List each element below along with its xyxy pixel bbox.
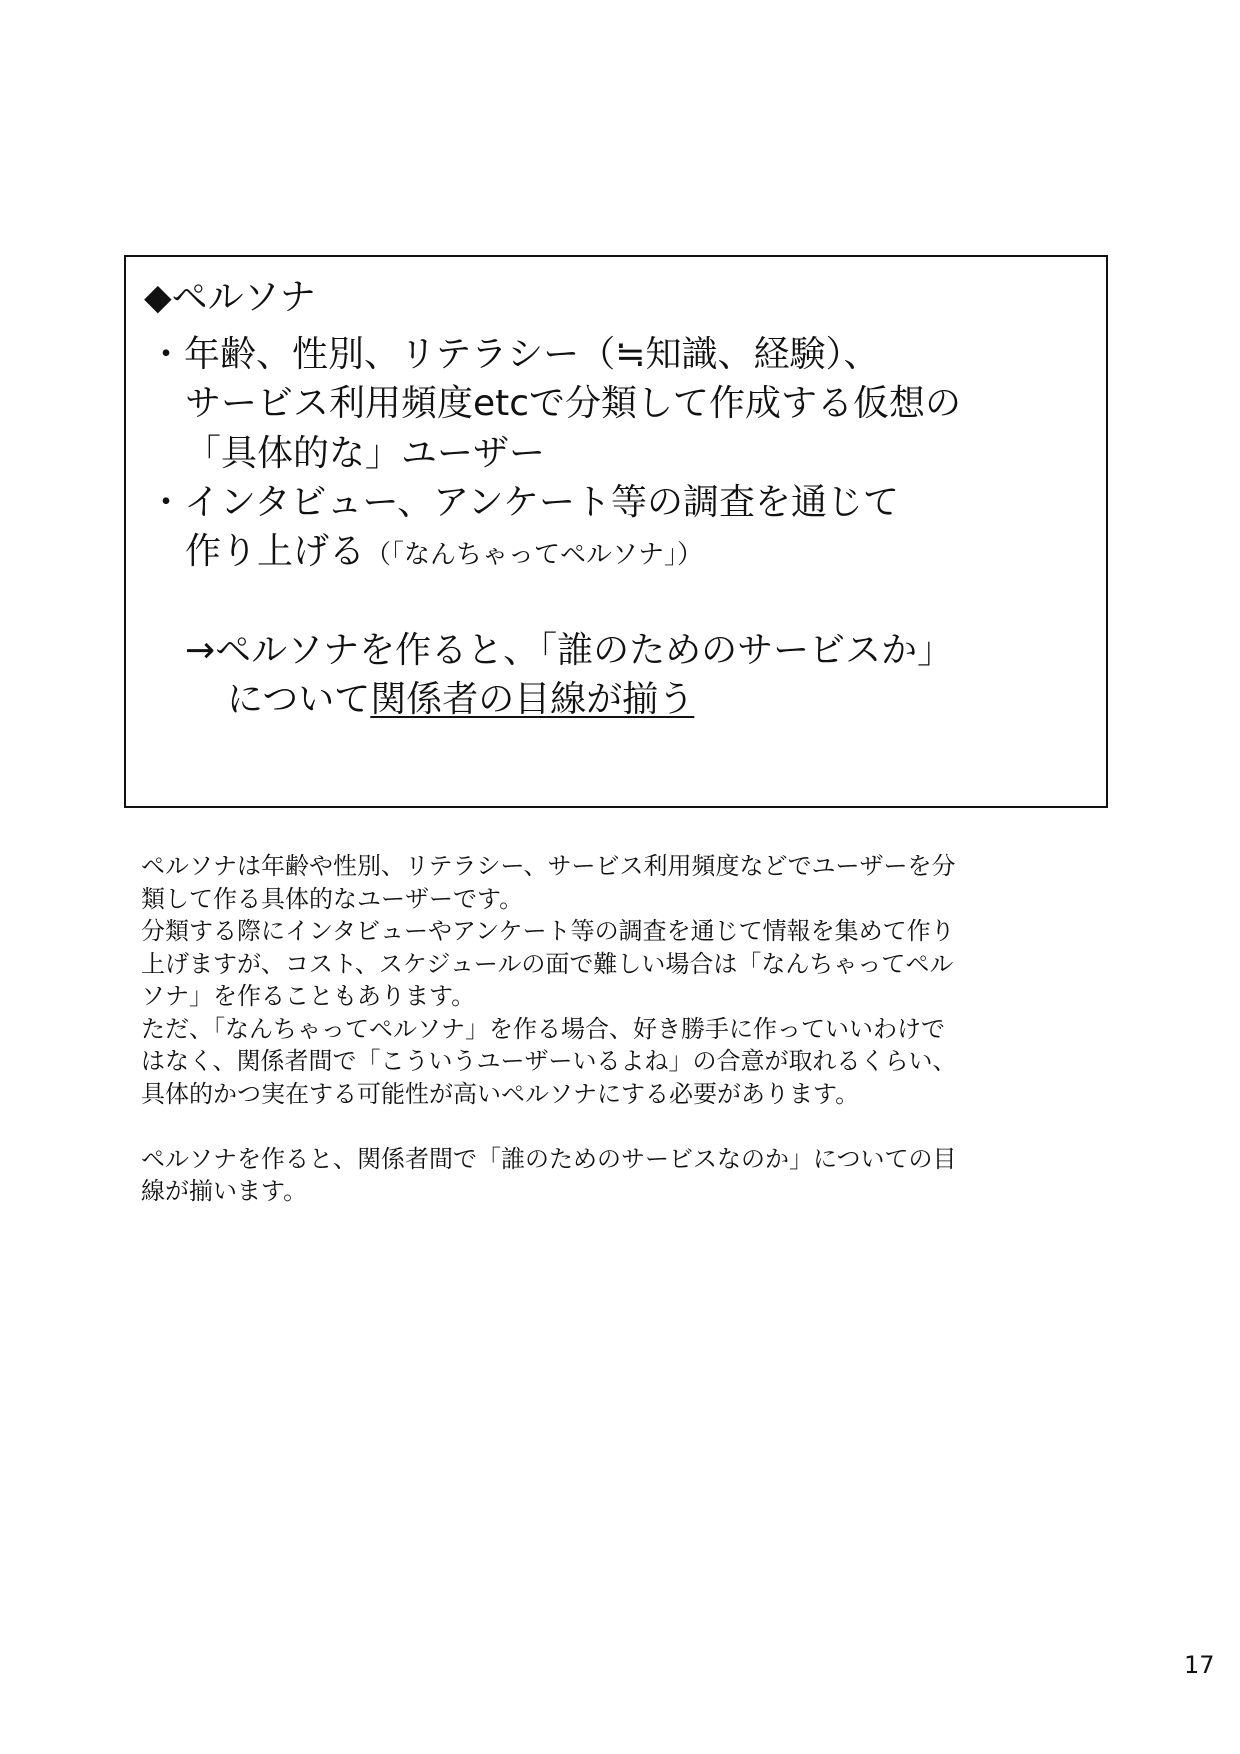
- note-line: 上げますが、コスト、スケジュールの面で難しい場合は「なんちゃってペル: [141, 949, 954, 978]
- bullet-1-line-1: ・年齢、性別、リテラシー（≒知識、経験）、: [148, 334, 880, 375]
- note-line: はなく、関係者間で「こういうユーザーいるよね」の合意が取れるくらい、: [141, 1047, 957, 1075]
- note-line: ただ、「なんちゃってペルソナ」を作る場合、好き勝手に作っていいわけで: [141, 1014, 945, 1043]
- note-line: 分類する際にインタビューやアンケート等の調査を通じて情報を集めて作り: [141, 917, 955, 945]
- note-closing-line: ペルソナを作ると、関係者間で「誰のためのサービスなのか」についての目: [141, 1144, 957, 1173]
- conclusion-line-1: →ペルソナを作ると、「誰のためのサービスか」: [185, 630, 954, 671]
- bullet-2-parenthetical: （「なんちゃってペルソナ」）: [365, 540, 704, 570]
- page-number: 17: [1184, 1651, 1215, 1679]
- bullet-2-line-2: [185, 528, 703, 579]
- bullet-1-line-2: サービス利用頻度etcで分類して作成する仮想の: [185, 383, 962, 424]
- conclusion-line-2: [227, 676, 694, 724]
- note-line: 類して作る具体的なユーザーです。: [141, 884, 524, 913]
- note-closing-line: 線が揃います。: [141, 1177, 308, 1205]
- note-line: ペルソナは年齢や性別、リテラシー、サービス利用頻度などでユーザーを分: [141, 852, 956, 880]
- conclusion-prefix: について: [227, 679, 371, 720]
- bullet-1-line-3: 「具体的な」ユーザー: [185, 433, 546, 474]
- note-line: 具体的かつ実在する可能性が高いペルソナにする必要があります。: [141, 1079, 860, 1108]
- bullet-2-text: 作り上げる: [185, 531, 366, 572]
- note-line: ソナ」を作ることもあります。: [141, 982, 476, 1010]
- slide-heading: ◆ペルソナ: [144, 277, 316, 318]
- speaker-notes: [141, 850, 1081, 1208]
- bullet-2-line-1: ・インタビュー、アンケート等の調査を通じて: [148, 482, 899, 523]
- conclusion-emphasis: 関係者の目線が揃う: [370, 679, 695, 720]
- note-spacer: [141, 1110, 1081, 1143]
